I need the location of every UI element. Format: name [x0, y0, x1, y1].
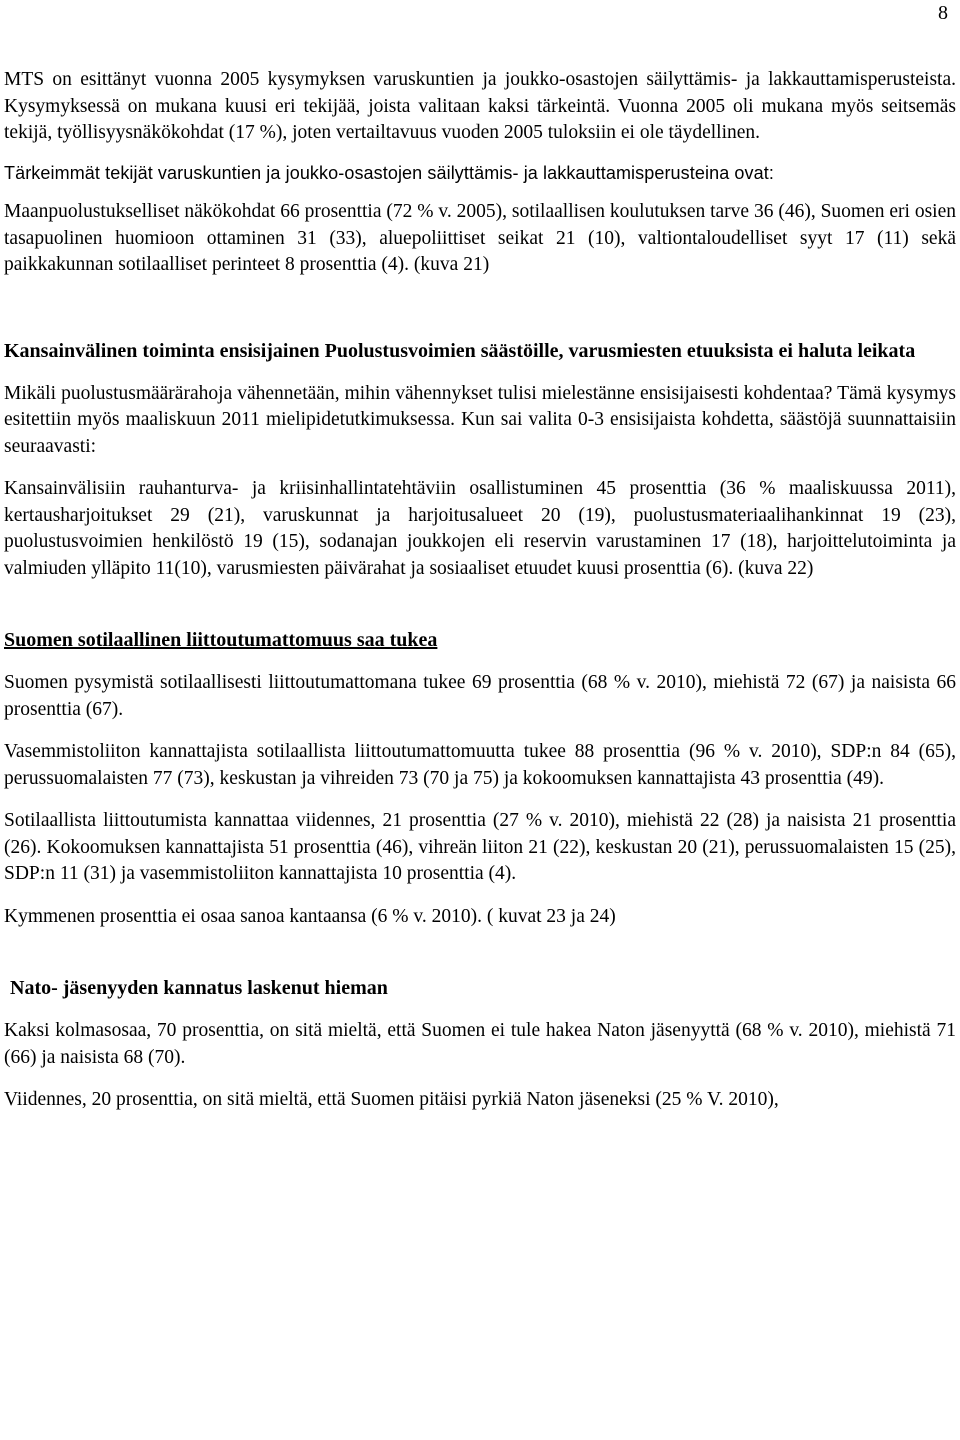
non-alignment-paragraph-2: Vasemmistoliiton kannattajista sotilaallista liittoutumattomuutta tukee 88 prosenttia (96 % v. 2010), SDP:n 84 (65), perussuomalaisten 77 (73), keskustan ja vihreiden 73 (70 ja 75) ja kokoomuksen kannattajista 43 prosenttia (49).: [4, 741, 956, 789]
non-alignment-heading-text: Suomen sotilaallinen liittoutumattomuus saa tukea: [4, 629, 438, 651]
non-alignment-paragraph-3: Sotilaallista liittoutumista kannattaa viidennes, 21 prosenttia (27 % v. 2010), miehistä 22 (28) ja naisista 21 prosenttia (26). Kokoomuksen kannattajista 51 prosenttia (46), vihreän liiton 21 (22), keskustan 20 (21), perussuomalaisten 15 (25), SDP:n 11 (31) ja vasemmistoliiton kannattajista 10 prosenttia (4).: [4, 810, 956, 884]
intro-paragraph-2: Tärkeimmät tekijät varuskuntien ja joukko-osastojen säilyttämis- ja lakkauttamisperusteina ovat:: [4, 162, 774, 183]
international-paragraph-2: Kansainvälisiin rauhanturva- ja kriisinhallintatehtäviin osallistuminen 45 prosenttia (36 % maaliskuussa 2011), kertausharjoitukset 29 (21), varuskunnat ja harjoitusalueet 20 (19), puolustusmateriaalihankinnat 19 (23), puolustusvoimien henkilöstö 19 (15), sodanajan joukkojen eli reservin varustaminen 17 (18), harjoittelutoiminta ja valmiuden ylläpito 11(10), varusmiesten päivärahat ja sosiaaliset etuudet kuusi prosenttia (6). (kuva 22): [4, 478, 956, 579]
non-alignment-heading: [4, 626, 956, 654]
intro-paragraph-3: Maanpuolustukselliset näkökohdat 66 prosenttia (72 % v. 2005), sotilaallisen koulutuksen tarve 36 (46), Suomen eri osien tasapuolinen huomioon ottaminen 31 (33), aluepoliittiset seikat 21 (10), valtiontaloudelliset syyt 17 (11) sekä paikkakunnan sotilaalliset perinteet 8 prosenttia (4). (kuva 21): [4, 201, 956, 275]
international-heading: Kansainvälinen toiminta ensisijainen Puolustusvoimien säästöille, varusmiesten etuuksista ei haluta leikata: [4, 339, 916, 362]
page-number: 8: [938, 2, 948, 24]
non-alignment-paragraph-1: Suomen pysymistä sotilaallisesti liittoutumattomana tukee 69 prosenttia (68 % v. 2010), miehistä 72 (67) ja naisista 66 prosenttia (67).: [4, 672, 956, 720]
nato-paragraph-2: Viidennes, 20 prosenttia, on sitä mieltä, että Suomen pitäisi pyrkiä Naton jäseneksi (25 % V. 2010),: [4, 1089, 779, 1110]
non-alignment-paragraph-4: Kymmenen prosenttia ei osaa sanoa kantaansa (6 % v. 2010). ( kuvat 23 ja 24): [4, 905, 616, 927]
document-body: [4, 67, 956, 1114]
nato-paragraph-1: Kaksi kolmasosaa, 70 prosenttia, on sitä mieltä, että Suomen ei tule hakea Naton jäsenyyttä (68 % v. 2010), miehistä 71 (66) ja naisista 68 (70).: [4, 1020, 956, 1068]
intro-paragraph-1: MTS on esittänyt vuonna 2005 kysymyksen varuskuntien ja joukko-osastojen säilyttämis- ja lakkauttamisperusteista. Kysymyksessä on mukana kuusi eri tekijää, joista valitaan kaksi tärkeintä. Vuonna 2005 oli mukana myös seitsemäs tekijä, työllisyysnäkökohdat (17 %), joten vertailtavuus vuoden 2005 tuloksiin ei ole täydellinen.: [4, 69, 956, 143]
nato-heading: Nato- jäsenyyden kannatus laskenut hieman: [10, 977, 388, 999]
international-paragraph-1: Mikäli puolustusmäärärahoja vähennetään, mihin vähennykset tulisi mielestänne ensisijaisesti kohdentaa? Tämä kysymys esitettiin myös maaliskuun 2011 mielipidetutkimuksessa. Kun sai valita 0-3 ensisijaista kohdetta, säästöjä suunnattaisiin seuraavasti:: [4, 382, 956, 457]
